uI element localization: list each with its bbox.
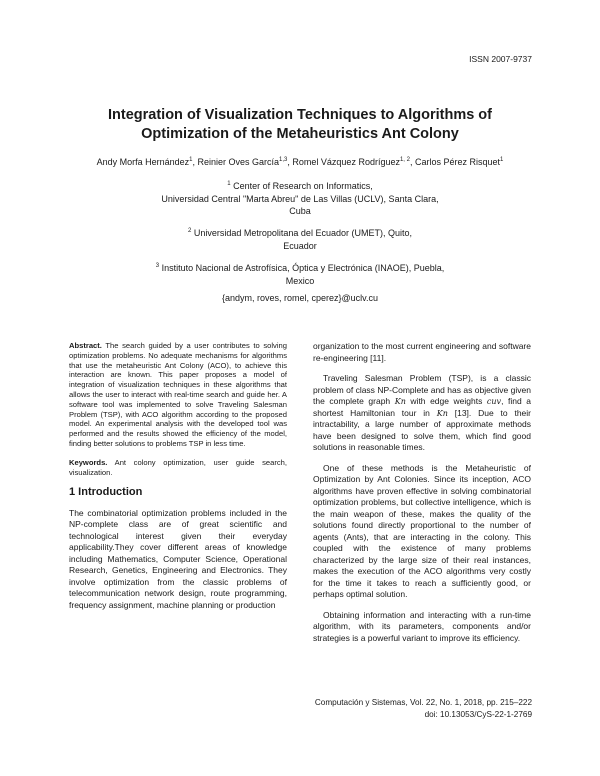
affiliation-line: Cuba	[289, 206, 311, 216]
journal-citation: Computación y Sistemas, Vol. 22, No. 1, 2018, pp. 215–222	[314, 698, 532, 707]
affiliation-line: Mexico	[285, 275, 315, 286]
affiliation-mark: 3	[155, 263, 160, 269]
doi: doi: 10.13053/CyS-22-1-2769	[424, 710, 532, 719]
affiliation-2	[120, 225, 480, 252]
left-column	[69, 341, 287, 620]
right-column	[313, 341, 531, 653]
author-name: Carlos Pérez Risquet	[415, 157, 501, 167]
math-symbol: cuv	[486, 397, 502, 406]
author-affiliation-mark: 1	[500, 157, 504, 163]
abstract-text: The search guided by a user contributes to solving optimization problems. No adequate mechanisms for algorithms that use the metaheuristic Ant Colony (ACO), to achieve this interaction are known. This paper proposes a model of integration of visualization techniques in these algorithms that allows the user to interact with real-time search and guide her. A software tool was implemented to solve Traveling Salesman Problem (TSP), with ACO algorithm according to the proposed model. An experimental analysis with the developed tool was performed and the results showed the efficiency of the model, finding better solutions to problems TSP in less time.	[69, 341, 287, 448]
paragraph: Obtaining information and interacting with a run-time algorithm, with its parameters, components and/or strategies is a powerful variant to improve its efficiency.	[313, 609, 531, 643]
math-symbol: Kn	[394, 397, 406, 406]
abstract-label: Abstract.	[69, 341, 102, 350]
page-footer	[315, 697, 532, 721]
paragraph: One of these methods is the Metaheuristic of Optimization by Ant Colonies. Since its inception, ACO algorithms have proven effective in solving combinatorial optimization problems, but collective intelligence, which is the main weapon of these, makes the quality of the solutions found directly proportional to the number of agents (Ants), that are interacting in the colony. This coupled with the existence of many problems characterized by the large size of their real instances, makes the execution of the ACO algorithms very costly for the time it takes to reach a sufficiently good, or perhaps optimal solution.	[313, 462, 531, 599]
text-span: [13]. Due to their intractability, a large number of approximate methods have been designed to solve them, which find good solutions in reasonable times.	[313, 407, 532, 452]
author-emails: {andym, roves, romel, cperez}@uclv.cu	[221, 293, 379, 303]
author-name: Romel Vázquez Rodríguez	[292, 157, 400, 167]
issn-header: ISSN 2007-9737	[469, 54, 532, 64]
keywords-text: Ant colony optimization, user guide search, visualization.	[69, 457, 287, 477]
paragraph: The combinatorial optimization problems included in the NP-complete class are of great scientific and technological interest given their everyday applicability.They cover different areas of knowledge including Mathematics, Computer Science, Operational Research, Genetics, Engineering and Electronics. They involve optimization from the classic problems of telecommunication network design, route programming, frequency assignment, machine planning or production	[69, 507, 287, 610]
paragraph	[313, 373, 531, 454]
affiliation-line: Instituto Nacional de Astrofísica, Óptica y Electrónica (INAOE), Puebla,	[161, 263, 445, 273]
text-span: with edge weights	[405, 396, 487, 406]
affiliation-line: Universidad Metropolitana del Ecuador (UMET), Quito,	[193, 228, 412, 238]
author-name: Reinier Oves García	[197, 157, 280, 167]
author-affiliation-mark: 1, 2	[399, 157, 410, 163]
author-affiliation-mark: 1,3	[279, 157, 288, 163]
abstract	[69, 341, 287, 449]
affiliation-mark: 1	[227, 181, 231, 187]
text-span: , find a shortest Hamiltonian tour in	[313, 396, 531, 418]
author-name: Andy Morfa Hernández	[96, 157, 190, 167]
affiliation-mark: 2	[188, 228, 192, 234]
text-span: Traveling Salesman Problem (TSP), is a classic problem of class NP-Complete and has as objective given the complete graph	[313, 373, 531, 406]
author-affiliation-mark: 1	[189, 157, 193, 163]
affiliation-1	[120, 178, 480, 218]
section-heading-introduction: 1 Introduction	[69, 486, 143, 499]
affiliation-3	[120, 260, 480, 287]
keywords-label: Keywords.	[69, 457, 108, 467]
author-list: Andy Morfa Hernández$^1$, Reinier Oves García$^{1,3}$, Romel Vázquez Rodríguez$^{1, 2}$, Carlos Pérez Risquet$^1$	[96, 157, 504, 167]
keywords	[69, 458, 287, 478]
math-symbol: Kn	[436, 408, 448, 418]
paper-title	[60, 106, 540, 144]
title-line-2: Optimization of the Metaheuristics Ant Colony	[141, 126, 459, 142]
affiliation-line: Center of Research on Informatics,	[233, 181, 373, 191]
title-line-1: Integration of Visualization Techniques to Algorithms of	[108, 107, 492, 123]
affiliation-line: Ecuador	[283, 240, 317, 251]
affiliation-line: Universidad Central "Marta Abreu" de Las Villas (UCLV), Santa Clara,	[161, 193, 439, 204]
paragraph: organization to the most current engineering and software re-engineering [11].	[313, 341, 531, 363]
